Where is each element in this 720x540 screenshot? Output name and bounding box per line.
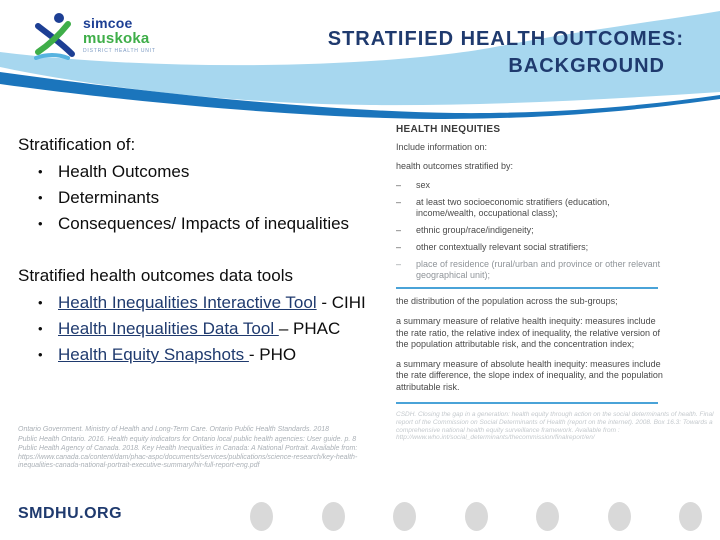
link-suffix: - PHO: [248, 345, 297, 364]
citation: Ontario Government. Ministry of Health and Long-Term Care. Ontario Public Health Standards. 2018: [18, 426, 330, 433]
slide-title-line2: BACKGROUND: [508, 55, 665, 77]
dash-marker: –: [396, 180, 402, 190]
link-suffix: – PHAC: [278, 319, 341, 338]
decorative-dot: [536, 502, 559, 531]
left-content: [18, 135, 394, 368]
left-citations: [18, 426, 394, 472]
footer-site-url: SMDHU.ORG: [18, 505, 123, 522]
link-health-equity-snapshots[interactable]: Health Equity Snapshots: [58, 345, 249, 364]
decorative-dot: [393, 502, 416, 531]
panel-paragraph: a summary measure of relative health inequity: measures include the rate ratio, the relative index of inequality, the relative version of the population attributable risk, and the concentration index;: [396, 316, 660, 349]
dash-item: [396, 180, 664, 191]
decorative-dot: [608, 502, 631, 531]
dash-item-text: sex: [416, 180, 431, 190]
panel-paragraph: the distribution of the population across the sub-groups;: [396, 296, 618, 306]
dash-item: [396, 225, 664, 236]
dash-marker: –: [396, 197, 402, 207]
panel-intro: Include information on:: [396, 142, 488, 152]
panel-citation: CSDH. Closing the gap in a generation: health equity through action on the social determinants of health. Final report of the Commission on Social Determinants of Health (report on the internet). 2008. Box 16.3: Towards a comprehensive national health equity surveillance framework. Available from : http://www.who.int/social_determinants/thecommission/finalreport/en/: [396, 411, 714, 442]
dash-item-text: place of residence (rural/urban and province or other relevant geographical unit);: [416, 259, 661, 280]
dash-marker: –: [396, 242, 402, 252]
decorative-dot: [250, 502, 273, 531]
logo: [34, 12, 156, 60]
dash-item-text: ethnic group/race/indigeneity;: [416, 225, 534, 235]
list-item: [18, 159, 394, 185]
dash-item-text: at least two socioeconomic stratifiers (education, income/wealth, occupational class);: [416, 197, 610, 218]
stratification-heading: Stratification of:: [18, 135, 136, 154]
list-item-label: Consequences/ Impacts of inequalities: [58, 214, 350, 233]
logo-tagline: DISTRICT HEALTH UNIT: [83, 48, 156, 54]
slide-title: [328, 26, 684, 80]
data-tools-heading: Stratified health outcomes data tools: [18, 266, 293, 285]
list-item: [18, 290, 394, 316]
citation: Public Health Agency of Canada. 2018. Key Health Inequalities in Canada: A National Portrait. Available from: https://www.canada.ca/content/dam/phac-aspc/documents/services/publications/science-research/key-health-inequalities-canada-national-portrait-executive-summary/hir-full-report-eng.pdf: [18, 445, 358, 470]
stratification-list: [18, 159, 394, 237]
link-health-inequalities-data-tool[interactable]: Health Inequalities Data Tool: [58, 319, 279, 338]
list-item-label: Determinants: [58, 188, 160, 207]
logo-text-muskoka: muskoka: [83, 30, 150, 47]
panel-paragraph: a summary measure of absolute health inequity: measures include the rate difference, the slope index of inequality, and the population attributable risk.: [396, 359, 663, 392]
decorative-dot: [679, 502, 702, 531]
link-health-inequalities-interactive-tool[interactable]: Health Inequalities Interactive Tool: [58, 293, 317, 312]
data-tools-list: [18, 290, 394, 368]
list-item: [18, 185, 394, 211]
dash-marker: –: [396, 225, 402, 235]
dash-item-text: other contextually relevant social stratifiers;: [416, 242, 589, 252]
dash-marker: –: [396, 259, 402, 269]
dash-item: [396, 242, 664, 253]
dash-item: [396, 259, 664, 281]
separator-line: [396, 402, 658, 404]
list-item: [18, 342, 394, 368]
list-item: [18, 316, 394, 342]
panel-subheading: health outcomes stratified by:: [396, 161, 514, 171]
logo-text-simcoe: simcoe: [83, 15, 133, 31]
list-item: [18, 211, 394, 237]
stratifier-dash-list: [396, 180, 664, 281]
dash-item: [396, 197, 664, 219]
panel-heading: HEALTH INEQUITIES: [396, 124, 501, 135]
health-inequities-panel: [396, 124, 720, 442]
list-item-label: Health Outcomes: [58, 162, 190, 181]
slide-title-line1: STRATIFIED HEALTH OUTCOMES:: [327, 28, 684, 50]
decorative-dot: [322, 502, 345, 531]
separator-line: [396, 287, 658, 289]
decorative-dot: [465, 502, 488, 531]
citation: Public Health Ontario. 2016. Health equity indicators for Ontario local public health agencies: User guide. p. 8: [18, 435, 357, 443]
link-suffix: - CIHI: [316, 293, 366, 312]
footer-decorative-dots: [250, 502, 702, 531]
logo-person-icon: [34, 12, 76, 60]
